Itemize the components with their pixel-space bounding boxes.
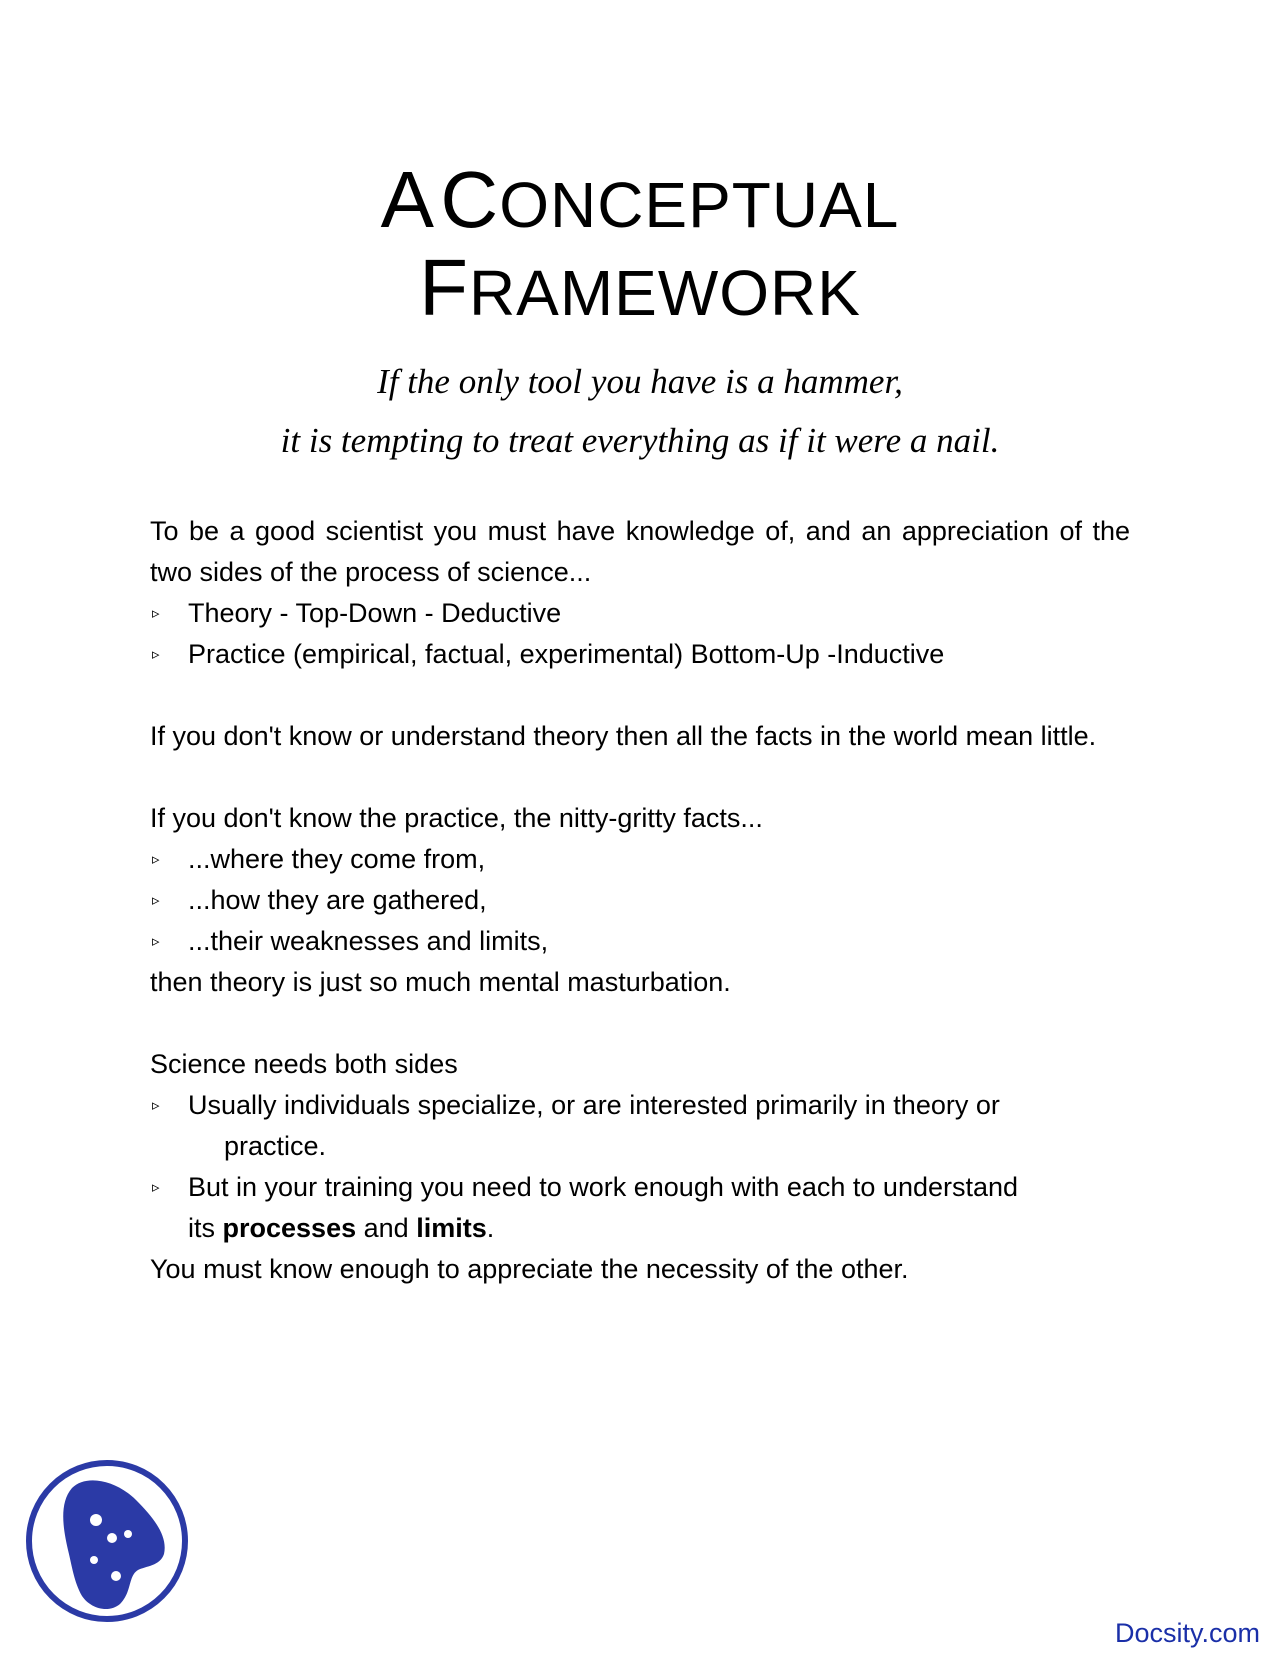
title-word-a: A [380,155,435,244]
triangle-bullet-icon: ▹ [152,891,160,909]
page-title-line-1 [0,155,1280,244]
body-text [150,511,1130,1290]
both-sides-heading: Science needs both sides [150,1049,458,1079]
practice-conclusion: then theory is just so much mental masturbation. [150,967,731,997]
both-item-2-line-2 [150,1208,1130,1249]
practice-item-3: ...their weaknesses and limits, [188,926,549,956]
triangle-bullet-icon: ▹ [152,604,160,622]
list-item [150,880,1130,921]
both-item-1-line-1: Usually individuals specialize, or are interested primarily in theory or [188,1090,1000,1120]
both-item-2-period: . [486,1213,495,1243]
docsity-link[interactable]: Docsity.com [1114,1618,1260,1648]
logo-dot [111,1571,121,1581]
practice-intro: If you don't know the practice, the nitty-gritty facts... [150,803,763,833]
processes-emphasis: processes [222,1213,357,1243]
page-title-line-2 [0,243,1280,332]
spacer [150,1003,1130,1044]
spacer [150,757,1130,798]
title-rest-onceptual: ONCEPTUAL [499,169,900,241]
list-item [150,1167,1130,1208]
limits-emphasis: limits [416,1213,487,1243]
logo-dot [90,1514,102,1526]
final-sentence: You must know enough to appreciate the necessity of the other. [150,1254,909,1284]
practice-item-1: ...where they come from, [188,844,486,874]
side-theory: Theory - Top-Down - Deductive [188,598,562,628]
intro-paragraph: To be a good scientist you must have knowledge of, and an appreciation of the two sides of the process of science... [150,516,1130,587]
logo-dot [124,1530,132,1538]
list-item [150,593,1130,634]
docsity-logo-icon[interactable] [24,1458,190,1624]
title-cap-f: F [419,243,469,332]
both-item-2-prefix: its [188,1213,215,1243]
both-item-2-line-1: But in your training you need to work enough with each to understand [188,1172,1019,1202]
triangle-bullet-icon: ▹ [152,1178,160,1196]
spacer [150,675,1130,716]
epigraph-line-2: it is tempting to treat everything as if it were a nail. [280,421,1000,460]
list-item [150,634,1130,675]
epigraph-line-1: If the only tool you have is a hammer, [377,362,903,401]
triangle-bullet-icon: ▹ [152,1096,160,1114]
title-cap-c: C [440,155,500,244]
title-rest-ramework: RAMEWORK [468,257,861,329]
list-item [150,1085,1130,1126]
list-item [150,921,1130,962]
side-practice: Practice (empirical, factual, experimental) Bottom-Up -Inductive [188,639,945,669]
both-item-1-line-2: practice. [224,1131,327,1161]
triangle-bullet-icon: ▹ [152,645,160,663]
list-item [150,839,1130,880]
logo-dot [90,1556,98,1564]
logo-dot [107,1533,117,1543]
both-item-2-and: and [363,1213,409,1243]
practice-item-2: ...how they are gathered, [188,885,487,915]
theory-paragraph: If you don't know or understand theory then all the facts in the world mean little. [150,721,1097,751]
triangle-bullet-icon: ▹ [152,850,160,868]
triangle-bullet-icon: ▹ [152,932,160,950]
